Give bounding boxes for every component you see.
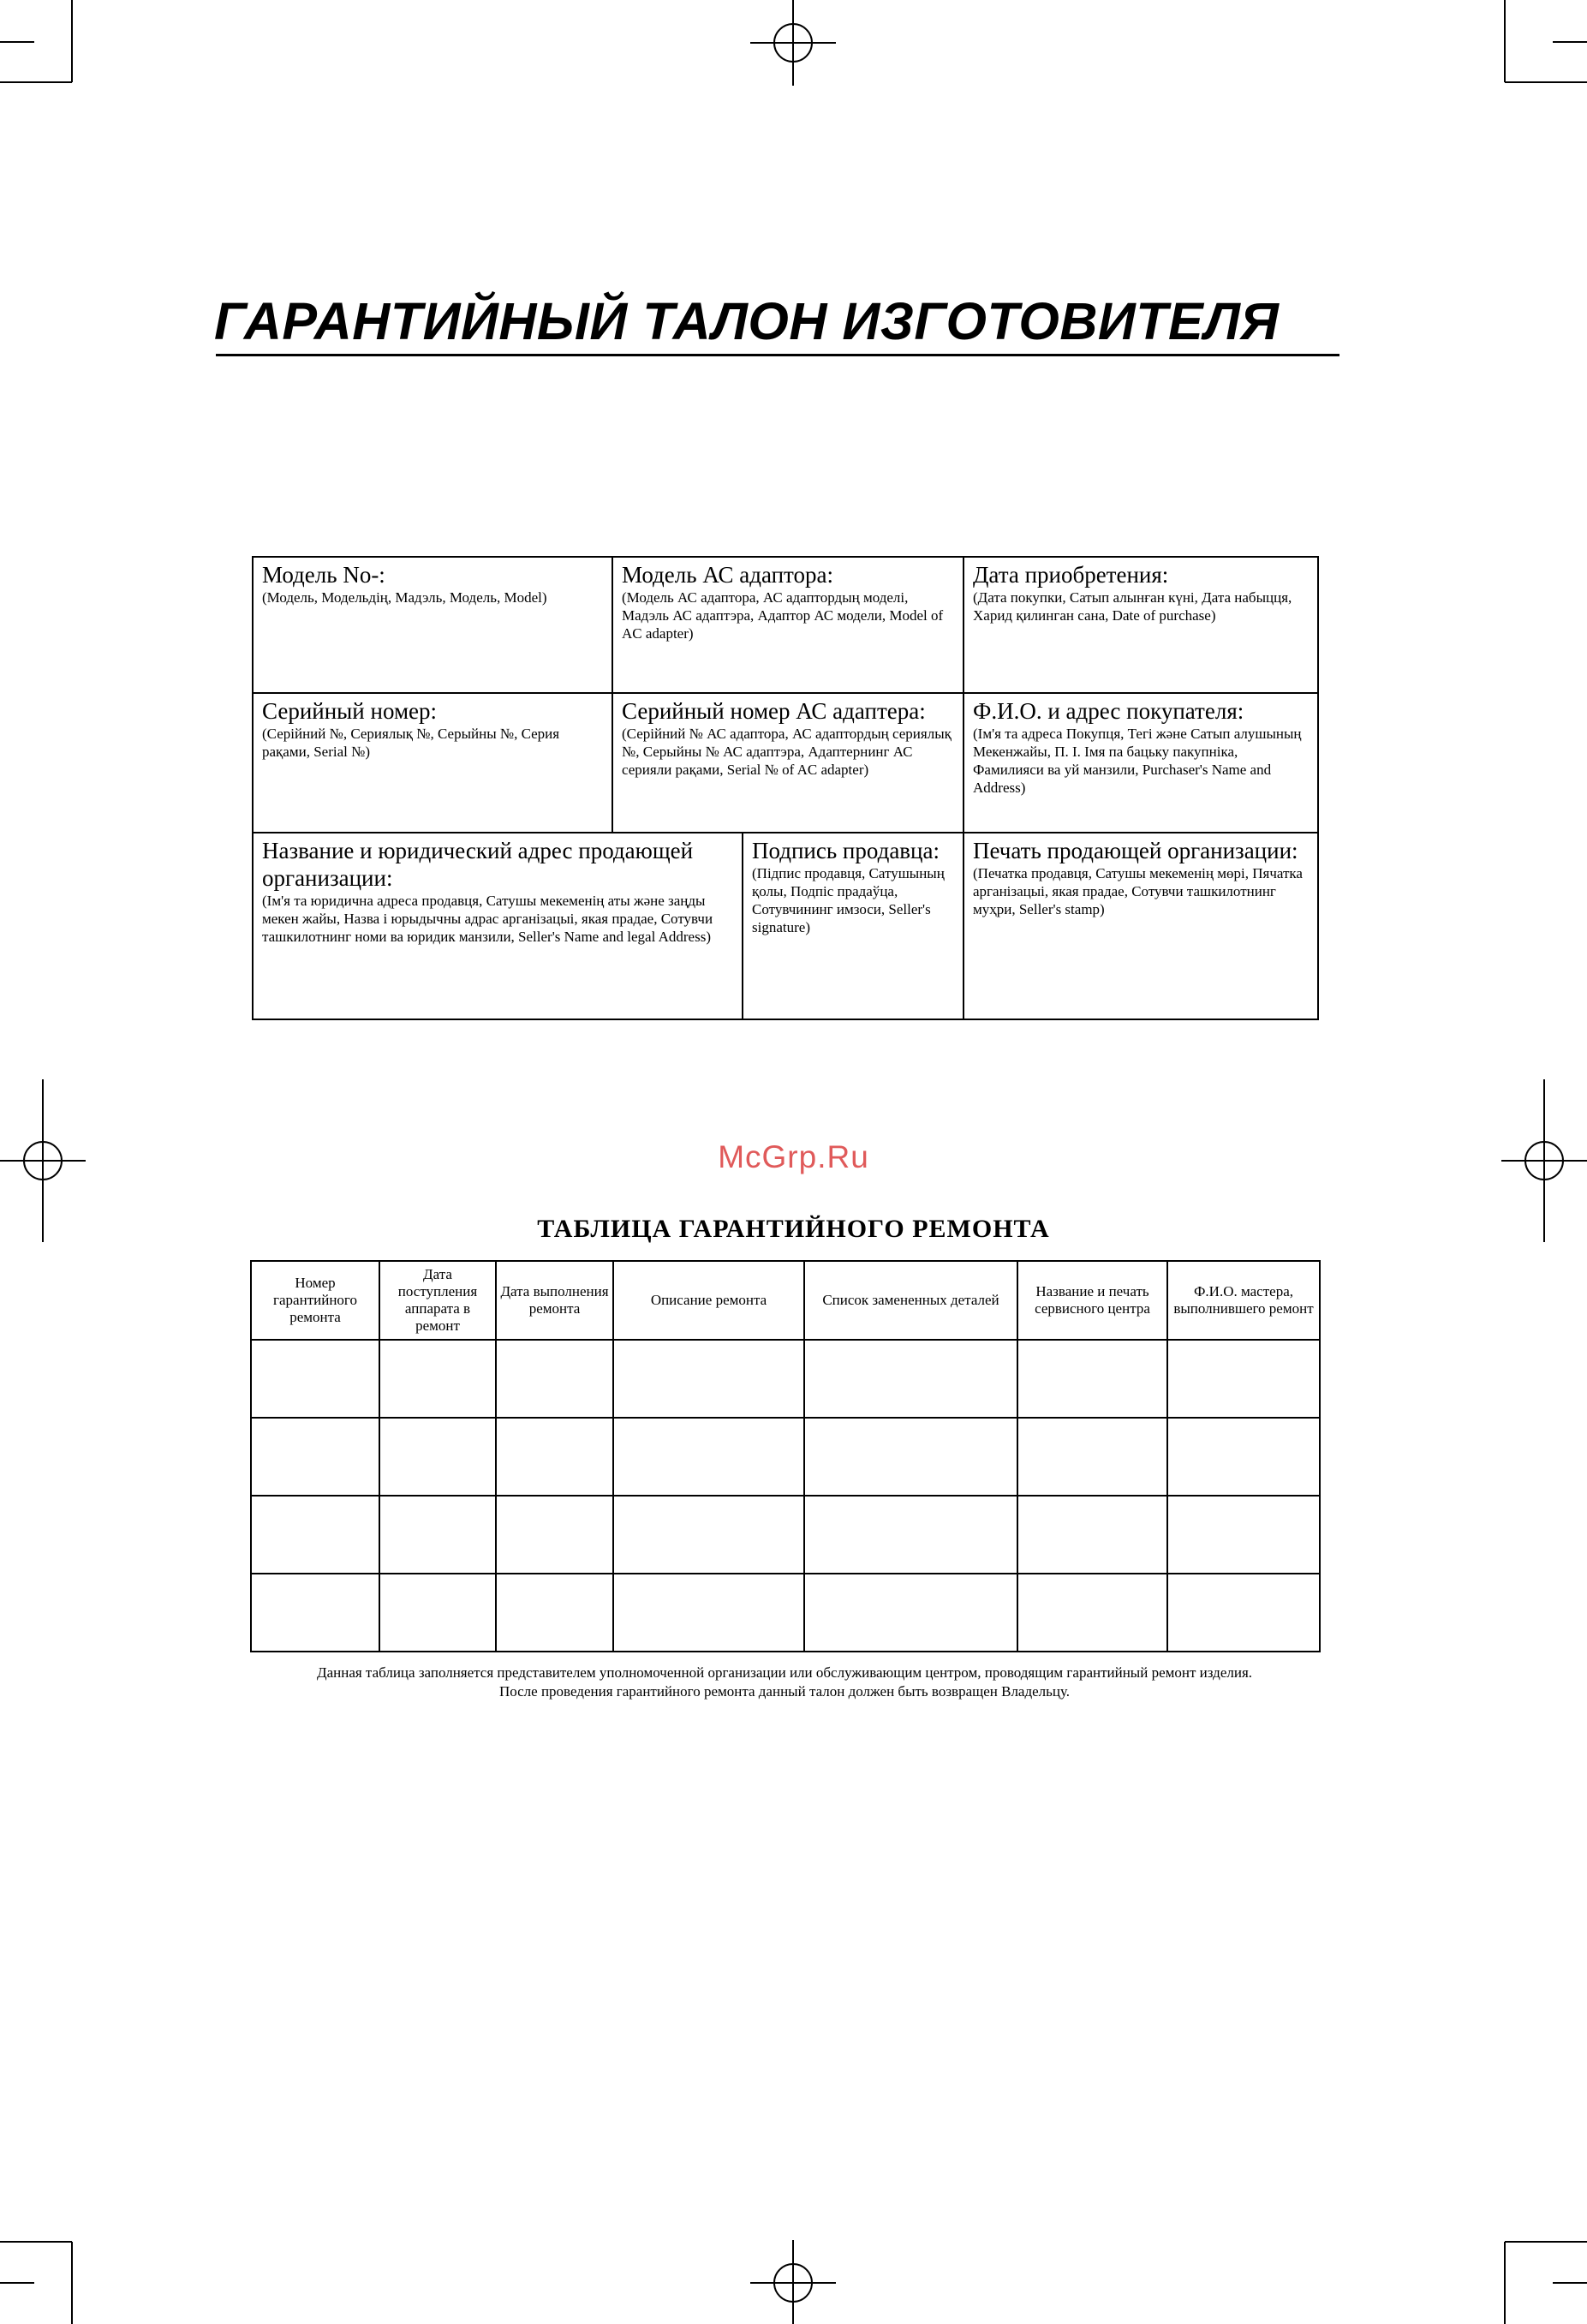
repair-table-body: [251, 1340, 1320, 1652]
col-header: Описание ремонта: [613, 1261, 804, 1340]
table-cell[interactable]: [804, 1574, 1017, 1652]
serial-heading: Серийный номер:: [262, 698, 438, 724]
col-header: Название и печать сервисного центра: [1017, 1261, 1167, 1340]
title-underline: [216, 354, 1339, 356]
buyer-sub: (Ім'я та адреса Покупця, Тегі және Сатып алушының Мекенжайы, П. І. Імя па бацьку пакупніка, Фамилияси ва уй манзили, Purchaser's Name and Address): [973, 726, 1302, 796]
table-row: [251, 1574, 1320, 1652]
table-row: [251, 1496, 1320, 1574]
warranty-coupon: [252, 556, 1319, 1020]
seller-sign-sub: (Підпис продавця, Сатушының қолы, Подпіс прадаўца, Сотувчининг имзоси, Seller's signature): [752, 865, 945, 935]
ac-model-cell[interactable]: [613, 558, 963, 692]
repair-footnote: [250, 1664, 1319, 1701]
table-row: [251, 1340, 1320, 1418]
watermark: McGrp.Ru: [718, 1139, 869, 1174]
footnote-line: После проведения гарантийного ремонта данный талон должен быть возвращен Владельцу.: [498, 1683, 1071, 1700]
table-cell[interactable]: [379, 1496, 496, 1574]
table-cell[interactable]: [613, 1496, 804, 1574]
purchase-date-heading: Дата приобретения:: [973, 562, 1169, 588]
table-row: [251, 1418, 1320, 1496]
ac-model-sub: (Модель АС адаптора, АС адаптордың моделі, Мадэль АС адаптэра, Адаптор АС модели, Model of AC adapter): [622, 589, 944, 642]
serial-sub: (Серійний №, Сериялық №, Серыйны №, Серия рақами, Serial №): [262, 726, 560, 760]
seller-stamp-heading: Печать продающей организации:: [973, 838, 1298, 863]
table-cell[interactable]: [251, 1340, 379, 1418]
model-heading: Модель No-:: [262, 562, 385, 588]
table-cell[interactable]: [379, 1340, 496, 1418]
ac-serial-sub: (Серійний № АС адаптора, АС адаптордың сериялық №, Серыйны № АС адаптэра, Адаптернинг АС серияли рақами, Serial № of AC adapter): [622, 726, 952, 778]
col-header: Ф.И.О. мастера, выполнившего ремонт: [1167, 1261, 1320, 1340]
repair-header-row: [251, 1261, 1320, 1340]
table-cell[interactable]: [496, 1574, 613, 1652]
seller-org-heading: Название и юридический адрес продающей организации:: [262, 838, 694, 891]
col-header: Дата поступления аппарата в ремонт: [379, 1261, 496, 1340]
table-cell[interactable]: [496, 1496, 613, 1574]
table-cell[interactable]: [1167, 1418, 1320, 1496]
model-cell[interactable]: [254, 558, 612, 692]
table-cell[interactable]: [379, 1418, 496, 1496]
table-cell[interactable]: [1167, 1340, 1320, 1418]
footnote-line: Данная таблица заполняется представителем уполномоченной организации или обслуживающим центром, проводящим гарантийный ремонт изделия.: [316, 1664, 1253, 1681]
table-cell[interactable]: [613, 1340, 804, 1418]
table-cell[interactable]: [1167, 1574, 1320, 1652]
buyer-cell[interactable]: [964, 694, 1317, 832]
seller-stamp-sub: (Печатка продавця, Сатушы мекеменің мөрі, Пячатка арганізацыі, якая прадае, Сотувчи ташкилотнинг муҳри, Seller's stamp): [973, 865, 1303, 917]
seller-stamp-cell[interactable]: [964, 833, 1317, 1019]
table-cell[interactable]: [1167, 1496, 1320, 1574]
page-title: ГАРАНТИЙНЫЙ ТАЛОН ИЗГОТОВИТЕЛЯ: [214, 292, 1280, 350]
table-cell[interactable]: [1017, 1340, 1167, 1418]
seller-org-cell[interactable]: [254, 833, 742, 1019]
buyer-heading: Ф.И.О. и адрес покупателя:: [973, 698, 1244, 724]
table-cell[interactable]: [1017, 1418, 1167, 1496]
table-cell[interactable]: [804, 1496, 1017, 1574]
seller-org-sub: (Ім'я та юридична адреса продавця, Сатушы мекеменің аты және заңды мекен жайы, Назва і юрыдычны адрас арганізацыі, якая прадае, Сотувчи ташкилотнинг номи ва юридик манзили, Seller's Name and legal Address): [262, 893, 713, 945]
purchase-date-sub: (Дата покупки, Сатып алынған күні, Дата набыцця, Харид қилинган сана, Date of purchase): [973, 589, 1292, 624]
seller-sign-cell[interactable]: [743, 833, 963, 1019]
repair-table-title: ТАБЛИЦА ГАРАНТИЙНОГО РЕМОНТА: [537, 1215, 1050, 1243]
table-cell[interactable]: [251, 1496, 379, 1574]
table-cell[interactable]: [496, 1418, 613, 1496]
serial-cell[interactable]: [254, 694, 612, 832]
table-cell[interactable]: [613, 1574, 804, 1652]
ac-model-heading: Модель АС адаптора:: [622, 562, 833, 588]
ac-serial-cell[interactable]: [613, 694, 963, 832]
table-cell[interactable]: [1017, 1496, 1167, 1574]
table-cell[interactable]: [804, 1340, 1017, 1418]
col-header: Номер гарантийного ремонта: [251, 1261, 379, 1340]
table-cell[interactable]: [613, 1418, 804, 1496]
col-header: Список замененных деталей: [804, 1261, 1017, 1340]
ac-serial-heading: Серийный номер АС адаптера:: [622, 698, 926, 724]
table-cell[interactable]: [496, 1340, 613, 1418]
seller-sign-heading: Подпись продавца:: [752, 838, 940, 863]
repair-table: [250, 1260, 1321, 1652]
purchase-date-cell[interactable]: [964, 558, 1317, 692]
col-header: Дата выполнения ремонта: [496, 1261, 613, 1340]
table-cell[interactable]: [804, 1418, 1017, 1496]
model-sub: (Модель, Модельдің, Мадэль, Модель, Model): [262, 589, 547, 606]
table-cell[interactable]: [251, 1574, 379, 1652]
table-cell[interactable]: [251, 1418, 379, 1496]
table-cell[interactable]: [1017, 1574, 1167, 1652]
table-cell[interactable]: [379, 1574, 496, 1652]
